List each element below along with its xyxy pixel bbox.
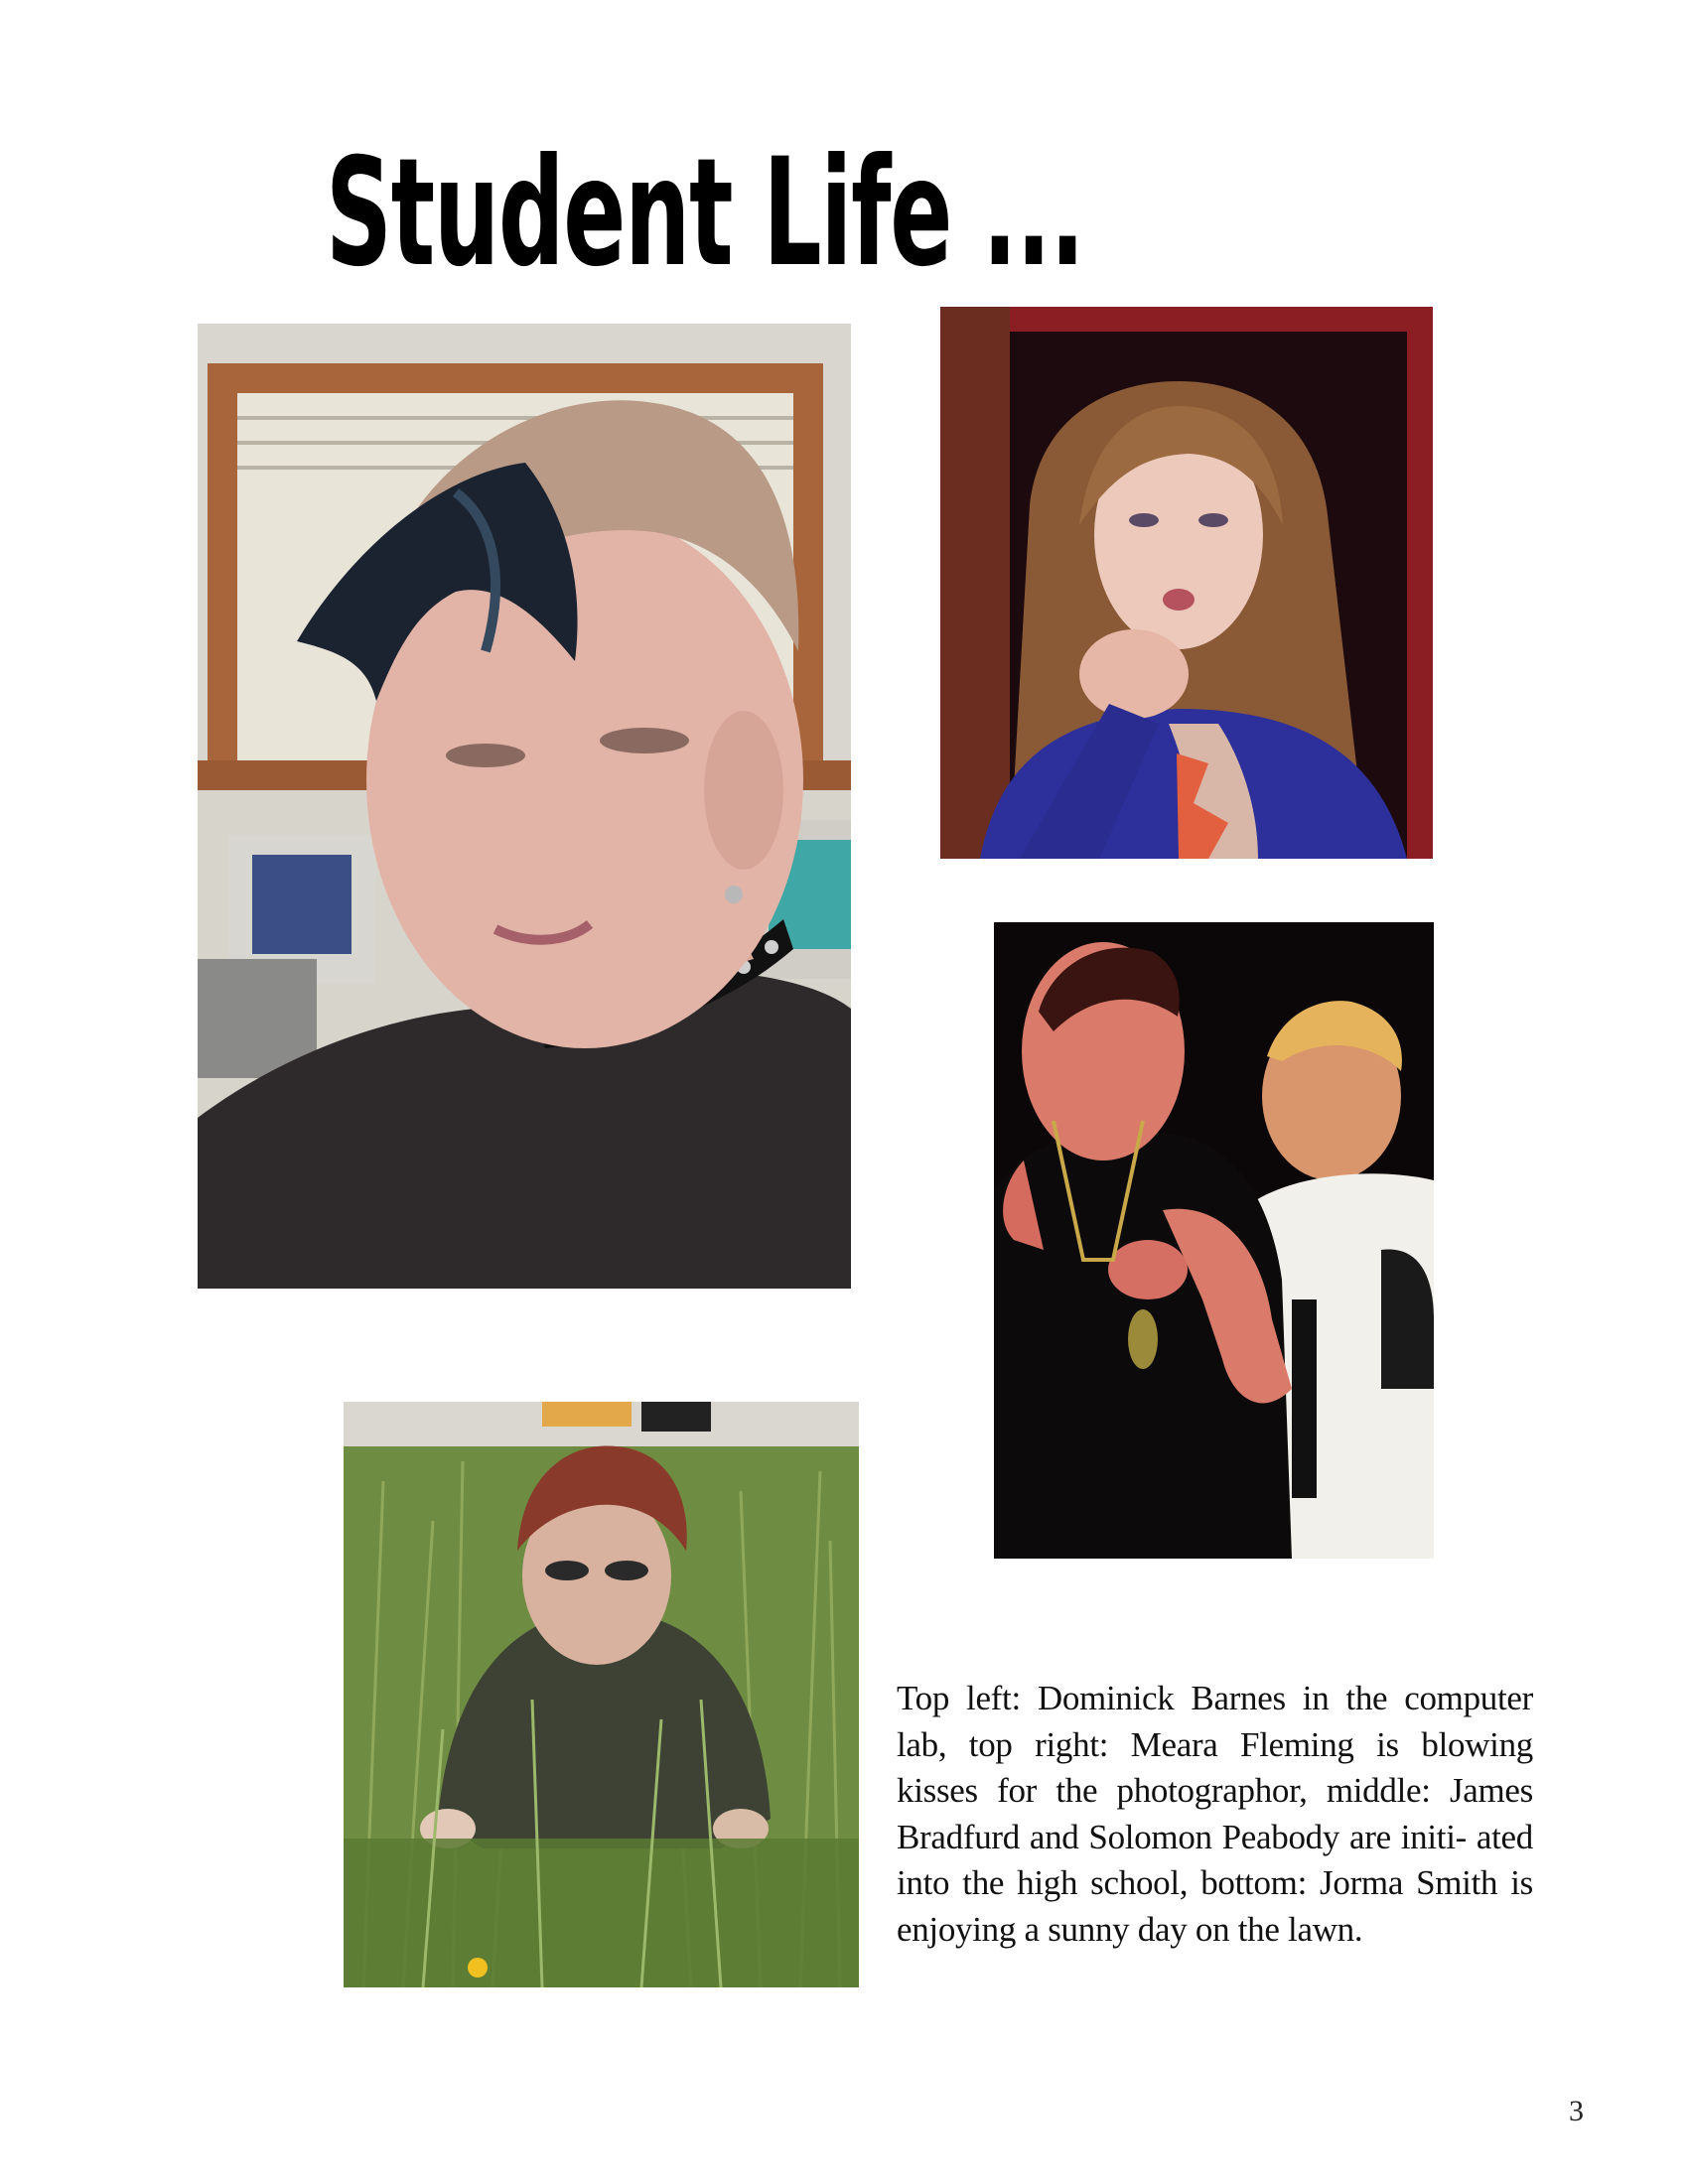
photo-james-bradfurd-solomon-peabody [994,922,1434,1559]
photo-initiation-image [994,922,1434,1559]
photo-caption: Top left: Dominick Barnes in the computer lab, top right: Meara Fleming is blowing kisses for the photographor, middle: James Bradfurd and Solomon Peabody are initi- ated into the high school, bottom: Jorma Smith is enjoying a sunny day on the lawn. [897,1679,1533,1949]
page-title: Student Life ... [326,127,1084,300]
photo-dominick-barnes [198,324,851,1289]
photo-jorma-smith [344,1402,859,1987]
page-number: 3 [1569,2095,1584,2127]
photo-meara-fleming [940,307,1433,859]
photo-blowing-kisses-image [940,307,1433,859]
photo-computer-lab-image [198,324,851,1289]
photo-lawn-image [344,1402,859,1987]
